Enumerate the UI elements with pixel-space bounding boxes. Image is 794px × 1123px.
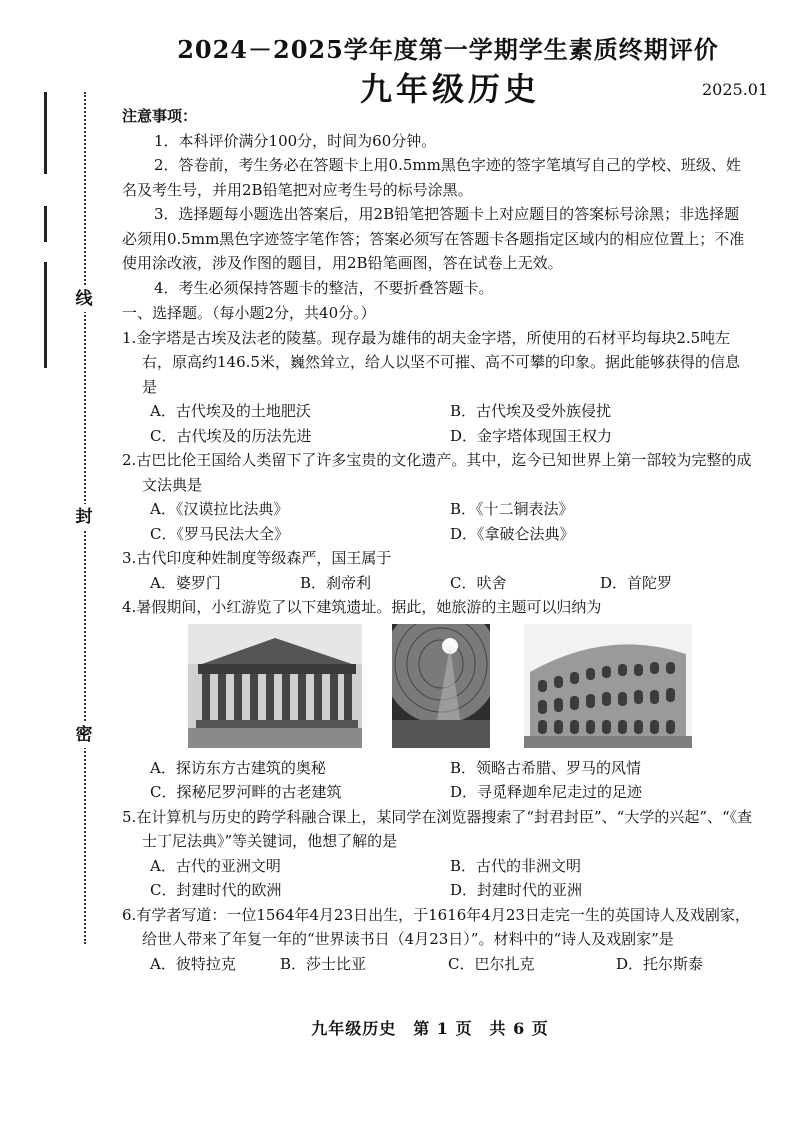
option-b[interactable]: B．《十二铜表法》 <box>450 500 574 518</box>
option-d[interactable]: D．金字塔体现国王权力 <box>450 426 613 445</box>
option-a[interactable]: A．古代埃及的土地肥沃 <box>150 402 311 420</box>
exam-content <box>122 104 754 976</box>
options <box>122 571 754 596</box>
option-d[interactable]: D．寻觅释迦牟尼走过的足迹 <box>450 783 643 801</box>
question-number: 4. <box>122 598 137 616</box>
question-stem <box>122 326 754 400</box>
options <box>122 854 754 903</box>
exam-date: 2025.01 <box>702 80 769 99</box>
option-a[interactable]: A．《汉谟拉比法典》 <box>150 500 289 518</box>
option-c[interactable]: C．《罗马民法大全》 <box>150 524 289 543</box>
question-6 <box>122 903 754 977</box>
question-stem <box>122 805 754 854</box>
notice-item: 1．本科评价满分100分，时间为60分钟。 <box>154 131 437 150</box>
notice-item: 4．考生必须保持答题卡的整洁，不要折叠答题卡。 <box>154 278 494 297</box>
option-c[interactable]: C．古代埃及的历法先进 <box>150 426 312 445</box>
question-text: 有学者写道：一位1564年4月23日出生，于1616年4月23日走完一生的英国诗人及戏剧家，给世人带来了年复一年的“世界读书日（4月23日）”。材料中的“诗人及戏剧家”是 <box>136 905 750 948</box>
notice-item: 2．答卷前，考生务必在答题卡上用0.5mm黑色字迹的签字笔填写自己的学校、班级、姓名及考生号，并用2B铅笔把对应考生号的标号涂黑。 <box>122 156 741 199</box>
option-d[interactable]: D．《拿破仑法典》 <box>450 524 575 543</box>
option-a[interactable]: A．彼特拉克 <box>150 954 236 973</box>
options <box>122 497 754 546</box>
notice-title: 注意事项： <box>122 107 198 125</box>
option-d[interactable]: D．托尔斯泰 <box>616 954 704 973</box>
exam-title: 2024－2025学年度第一学期学生素质终期评价 <box>177 35 719 64</box>
option-b[interactable]: B．领略古希腊、罗马的风情 <box>450 758 642 777</box>
question-stem <box>122 595 754 620</box>
colosseum-image <box>524 624 692 748</box>
question-text: 暑假期间，小红游览了以下建筑遗址。据此，她旅游的主题可以归纳为 <box>136 598 602 616</box>
section-title: 一、选择题。（每小题2分，共40分。） <box>122 304 376 322</box>
question-stem <box>122 903 754 952</box>
question-text: 古巴比伦王国给人类留下了许多宝贵的文化遗产。其中，迄今已知世界上第一部较为完整的成文法典是 <box>136 451 752 494</box>
subject-title: 九年级历史 <box>359 70 540 108</box>
binding-char-feng: 封 <box>71 504 97 530</box>
option-a[interactable]: A．婆罗门 <box>150 573 221 592</box>
question-number: 2. <box>122 451 137 469</box>
binding-mark-top <box>44 92 47 174</box>
binding-mark-middle <box>44 206 47 242</box>
question-number: 5. <box>122 807 137 826</box>
pantheon-image <box>392 624 490 748</box>
question-3 <box>122 546 754 595</box>
option-c[interactable]: C．巴尔扎克 <box>448 954 535 973</box>
question-4 <box>122 595 754 805</box>
notice-item: 3．选择题每小题选出答案后，用2B铅笔把答题卡上对应题目的答案标号涂黑；非选择题必须用0.5mm黑色字迹签字笔作答；答案必须写在答题卡各题指定区域内的相应位置上；不准使用涂改液，涉及作图的题目，用2B铅笔画图，答在试卷上无效。 <box>122 205 745 272</box>
options <box>122 399 754 448</box>
option-d[interactable]: D．首陀罗 <box>600 573 673 592</box>
page-footer: 九年级历史 第 1 页 共 6 页 <box>311 1019 549 1038</box>
binding-char-xian: 线 <box>71 286 97 312</box>
question-5 <box>122 805 754 903</box>
question-number: 6. <box>122 905 137 924</box>
question-2 <box>122 448 754 546</box>
parthenon-image <box>188 624 362 748</box>
option-b[interactable]: B．古代的非洲文明 <box>450 856 582 875</box>
options <box>122 756 754 805</box>
question-number: 1. <box>122 328 137 347</box>
option-c[interactable]: C．吠舍 <box>450 573 507 592</box>
question-1 <box>122 326 754 449</box>
question-text: 在计算机与历史的跨学科融合课上，某同学在浏览器搜索了“封君封臣”、“大学的兴起”、“《查士丁尼法典》”等关键词，他想了解的是 <box>136 807 753 850</box>
options <box>122 952 754 977</box>
option-c[interactable]: C．探秘尼罗河畔的古老建筑 <box>150 783 342 801</box>
building-images <box>122 624 754 752</box>
option-b[interactable]: B．古代埃及受外族侵扰 <box>450 402 612 420</box>
question-stem <box>122 546 754 571</box>
binding-mark-bottom <box>44 262 47 368</box>
question-number: 3. <box>122 549 137 567</box>
option-a[interactable]: A．探访东方古建筑的奥秘 <box>150 758 326 777</box>
option-b[interactable]: B．莎士比亚 <box>280 954 367 973</box>
option-a[interactable]: A．古代的亚洲文明 <box>150 856 281 875</box>
option-c[interactable]: C．封建时代的欧洲 <box>150 881 282 899</box>
binding-char-mi: 密 <box>71 722 97 748</box>
option-b[interactable]: B．刹帝利 <box>300 573 372 592</box>
question-text: 金字塔是古埃及法老的陵墓。现存最为雄伟的胡夫金字塔，所使用的石材平均每块2.5吨左右，原高约146.5米，巍然耸立，给人以坚不可摧、高不可攀的印象。据此能够获得的信息是 <box>136 328 740 396</box>
question-text: 古代印度种姓制度等级森严，国王属于 <box>136 549 392 567</box>
option-d[interactable]: D．封建时代的亚洲 <box>450 881 583 899</box>
question-stem <box>122 448 754 497</box>
